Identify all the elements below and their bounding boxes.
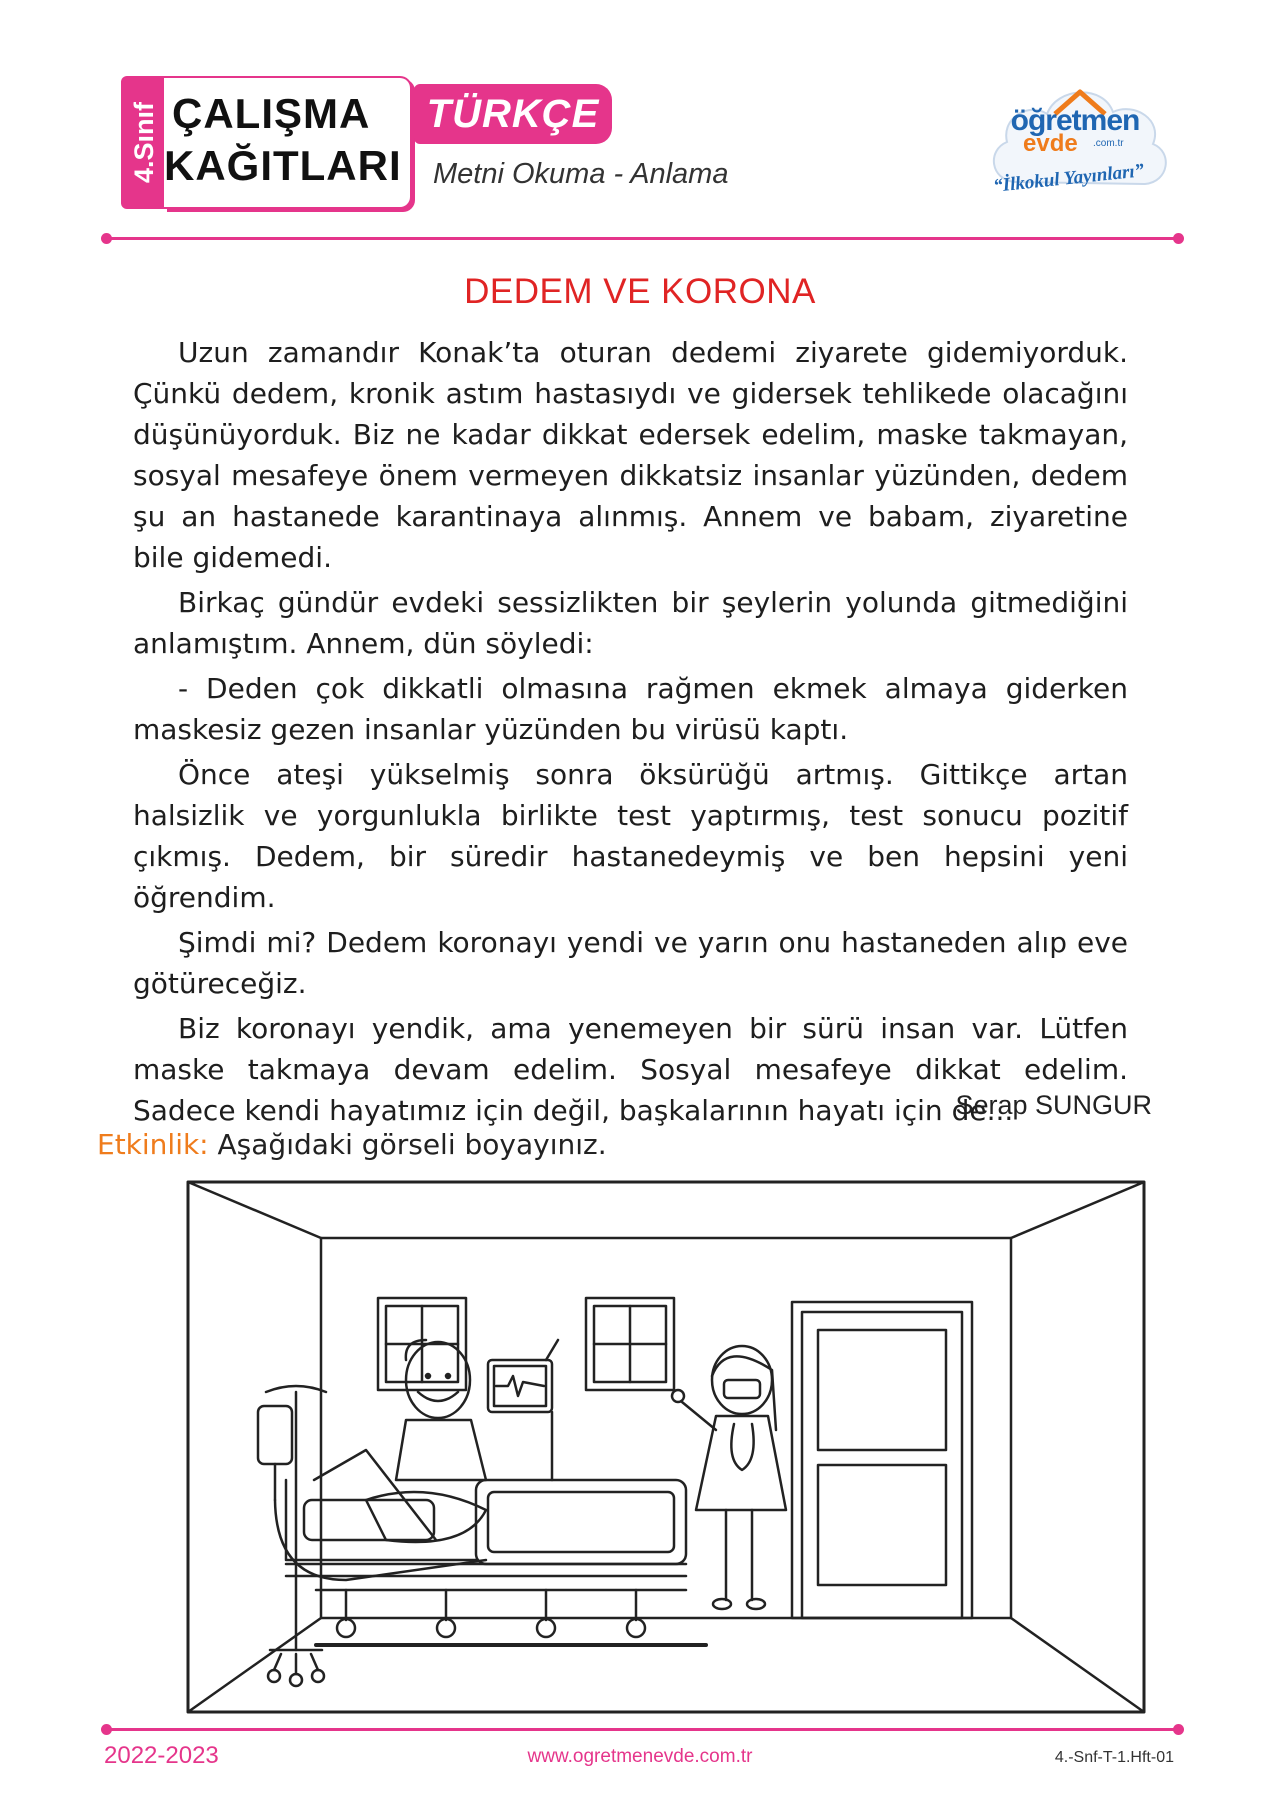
hospital-room-coloring-image <box>186 1180 1146 1720</box>
window-right-icon <box>586 1298 674 1390</box>
topic-label: Metni Okuma - Anlama <box>433 158 729 190</box>
story-title: DEDEM VE KORONA <box>464 272 816 311</box>
heart-monitor-icon <box>488 1340 558 1480</box>
author-name: Serap SUNGUR <box>955 1090 1152 1120</box>
hospital-bed-icon <box>286 1450 706 1645</box>
story-paragraph: Uzun zamandır Konak’ta oturan dedemi ziyarete gidemiyorduk. Çünkü dedem, kronik astım hastasıydı ve gidersek tehlikede olacağını düşünüyorduk. Biz ne kadar dikkat edersek edelim, maske takmayan, sosyal mesafeye önem vermeyen dikkatsiz insanlar yüzünden, dedem şu an hastanede karantinaya alınmış. Annem ve babam, ziyaretine bile gidemedi. <box>133 336 1128 574</box>
footer-website-link[interactable]: www.ogretmenevde.com.tr <box>527 1746 753 1767</box>
grade-tab <box>121 76 167 209</box>
footer-document-code: 4.-Snf-T-1.Hft-01 <box>1054 1749 1174 1766</box>
logo-domain: .com.tr <box>1093 138 1124 149</box>
worksheet-title-line2: KAĞITLARI <box>164 142 402 189</box>
story-paragraph: Şimdi mi? Dedem koronayı yendi ve yarın onu hastaneden alıp eve götüreceğiz. <box>133 926 1128 1000</box>
logo-tagline: “İlkokul Yayınları” <box>992 160 1146 197</box>
publisher-logo <box>985 72 1175 212</box>
footer-year: 2022-2023 <box>104 1742 219 1769</box>
subject-badge <box>414 84 612 144</box>
story-paragraph: - Deden çok dikkatli olmasına rağmen ekmek almaya giderken maskesiz gezen insanlar yüzünden bu virüsü kaptı. <box>133 672 1128 746</box>
worksheet-title-box <box>164 76 412 209</box>
logo-brand-text: öğretmen <box>1010 104 1140 137</box>
grade-label: 4.Sınıf <box>128 101 159 184</box>
activity-label: Etkinlik: <box>97 1128 209 1161</box>
logo-brand-text-2: evde <box>1023 130 1078 157</box>
activity-text: Aşağıdaki görseli boyayınız. <box>217 1128 607 1161</box>
story-paragraph: Önce ateşi yükselmiş sonra öksürüğü artmış. Gittikçe artan halsizlik ve yorgunlukla birlikte test yaptırmış, test sonucu pozitif çıkmış. Dedem, bir süredir hastanedeymiş ve ben hepsini yeni öğrendim. <box>133 758 1128 914</box>
footer-divider <box>105 1728 1180 1731</box>
activity-instruction <box>97 1128 607 1161</box>
bed-wheel-icon <box>337 1590 645 1637</box>
door-icon <box>792 1302 972 1618</box>
story-body <box>133 332 1128 1135</box>
grandfather-patient-icon <box>366 1340 486 1542</box>
header-divider <box>105 237 1180 240</box>
story-paragraph: Biz koronayı yendik, ama yenemeyen bir sürü insan var. Lütfen maske takmaya devam edelim. Sosyal mesafeye dikkat edelim. Sadece kendi hayatımız için değil, başkalarının hayatı için de... <box>133 1012 1128 1127</box>
story-paragraph: Birkaç gündür evdeki sessizlikten bir şeylerin yolunda gitmediğini anlamıştım. Annem, dün söyledi: <box>133 586 1128 660</box>
subject-label: TÜRKÇE <box>426 91 600 136</box>
doctor-icon <box>672 1346 786 1609</box>
window-left-icon <box>378 1298 466 1390</box>
worksheet-title-line1: ÇALIŞMA <box>172 90 371 137</box>
